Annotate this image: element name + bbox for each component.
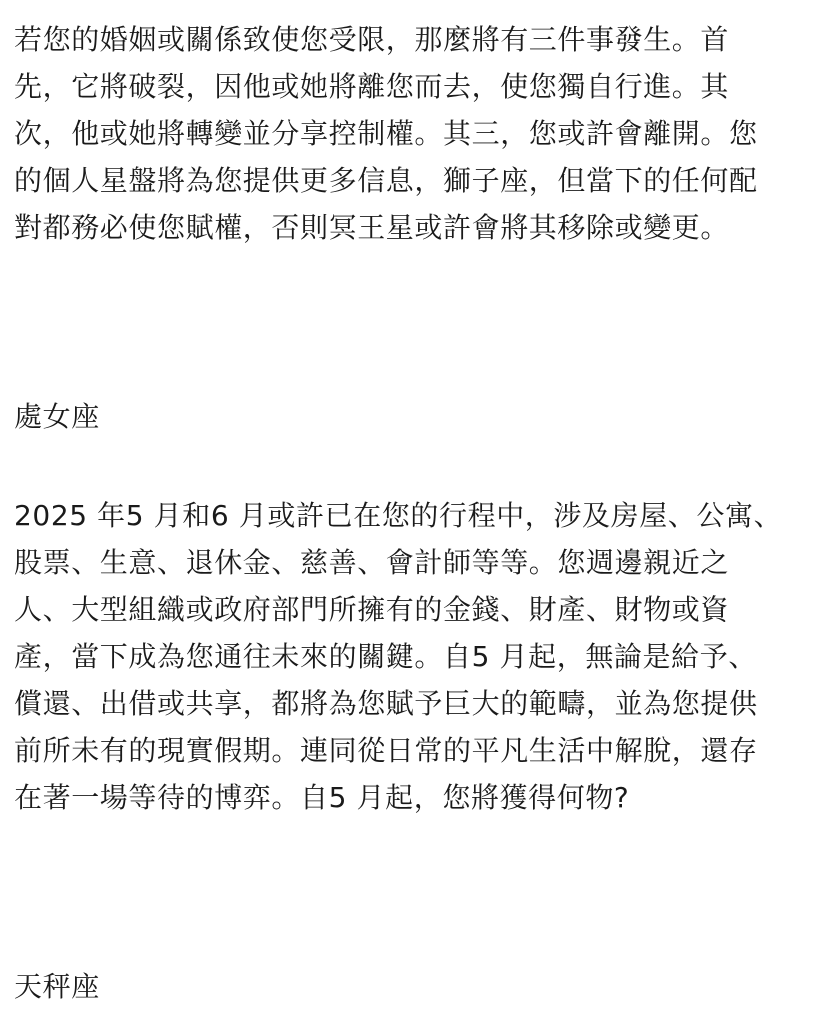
libra-heading: 天秤座 bbox=[14, 970, 100, 1003]
virgo-heading: 處女座 bbox=[14, 400, 100, 433]
leo-paragraph: 若您的婚姻或關係致使您受限，那麼將有三件事發生。首 先，它將破裂，因他或她將離您而去，使您獨自行進。其 次，他或她將轉變並分享控制權。其三，您或許會離開。您 的個人星盤將為您提供更多信息，獅子座，但當下的任何配 對都務必使您賦權，否則冥王星或許會將其移除或變更。 bbox=[14, 23, 758, 244]
virgo-paragraph: 2025 年5 月和6 月或許已在您的行程中，涉及房屋、公寓、 股票、生意、退休金、慈善、會計師等等。您週邊親近之 人、大型組織或政府部門所擁有的金錢、財產、財物或資 產，當下成為您通往未來的關鍵。自5 月起，無論是給予、 償還、出借或共享，都將為您賦予巨大的範疇，並為您提供 前所未有的現實假期。連同從日常的平凡生活中解脫，還存 在著一場等待的博弈。自5 月起，您將獲得何物? bbox=[14, 499, 783, 814]
